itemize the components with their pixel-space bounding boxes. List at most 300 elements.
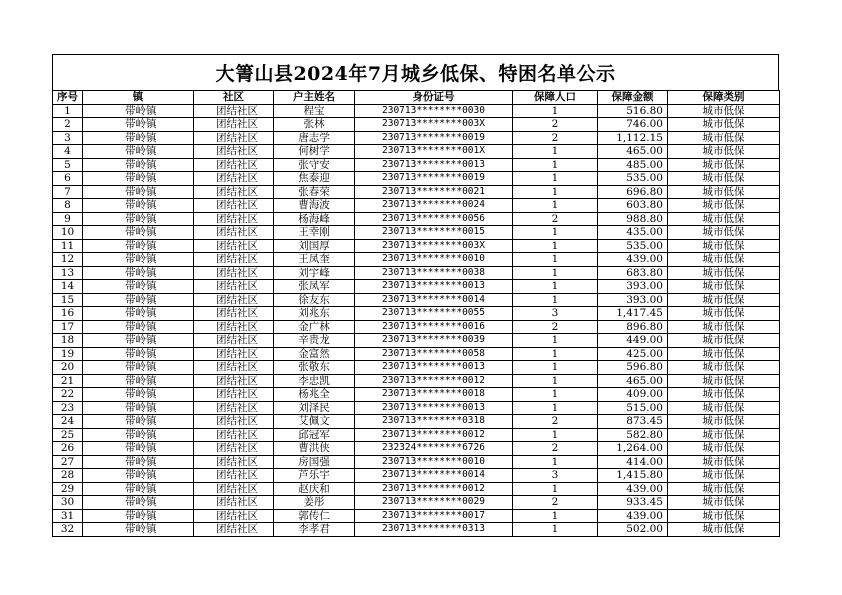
cell-amount: 435.00 bbox=[598, 226, 668, 240]
table-row bbox=[53, 104, 780, 118]
cell-people: 1 bbox=[513, 428, 598, 442]
table-row bbox=[53, 145, 780, 159]
cell-index: 10 bbox=[53, 226, 83, 240]
cell-id: 230713********0056 bbox=[355, 212, 513, 226]
cell-category: 城市低保 bbox=[668, 496, 780, 510]
cell-town: 带岭镇 bbox=[83, 523, 194, 537]
cell-name: 金广林 bbox=[274, 320, 355, 334]
cell-amount: 409.00 bbox=[598, 388, 668, 402]
cell-name: 邱冠军 bbox=[274, 428, 355, 442]
cell-name: 房国强 bbox=[274, 455, 355, 469]
table-row bbox=[53, 442, 780, 456]
cell-name: 辛贵龙 bbox=[274, 334, 355, 348]
cell-community: 团结社区 bbox=[194, 361, 274, 375]
cell-id: 230713********0014 bbox=[355, 293, 513, 307]
col-header-amount: 保障金额 bbox=[598, 91, 668, 105]
cell-community: 团结社区 bbox=[194, 266, 274, 280]
cell-community: 团结社区 bbox=[194, 428, 274, 442]
cell-index: 2 bbox=[53, 118, 83, 132]
cell-name: 刘泽民 bbox=[274, 401, 355, 415]
cell-community: 团结社区 bbox=[194, 374, 274, 388]
cell-id: 230713********0318 bbox=[355, 415, 513, 429]
table-row bbox=[53, 185, 780, 199]
cell-community: 团结社区 bbox=[194, 401, 274, 415]
cell-id: 230713********0029 bbox=[355, 496, 513, 510]
cell-amount: 393.00 bbox=[598, 280, 668, 294]
cell-community: 团结社区 bbox=[194, 239, 274, 253]
cell-name: 张守安 bbox=[274, 158, 355, 172]
cell-town: 带岭镇 bbox=[83, 104, 194, 118]
cell-amount: 582.80 bbox=[598, 428, 668, 442]
table-row bbox=[53, 347, 780, 361]
page-title: 大箐山县2024年7月城乡低保、特困名单公示 bbox=[215, 63, 616, 85]
cell-index: 29 bbox=[53, 482, 83, 496]
cell-people: 1 bbox=[513, 199, 598, 213]
cell-id: 230713********0021 bbox=[355, 185, 513, 199]
cell-town: 带岭镇 bbox=[83, 131, 194, 145]
cell-people: 2 bbox=[513, 212, 598, 226]
cell-amount: 393.00 bbox=[598, 293, 668, 307]
cell-name: 何树学 bbox=[274, 145, 355, 159]
cell-amount: 746.00 bbox=[598, 118, 668, 132]
cell-community: 团结社区 bbox=[194, 509, 274, 523]
cell-town: 带岭镇 bbox=[83, 239, 194, 253]
table-row bbox=[53, 388, 780, 402]
col-header-people: 保障人口 bbox=[513, 91, 598, 105]
cell-town: 带岭镇 bbox=[83, 185, 194, 199]
cell-name: 李忠凯 bbox=[274, 374, 355, 388]
cell-people: 1 bbox=[513, 374, 598, 388]
cell-community: 团结社区 bbox=[194, 199, 274, 213]
cell-people: 1 bbox=[513, 401, 598, 415]
cell-name: 徐友东 bbox=[274, 293, 355, 307]
cell-name: 李孝君 bbox=[274, 523, 355, 537]
cell-index: 11 bbox=[53, 239, 83, 253]
cell-id: 230713********0055 bbox=[355, 307, 513, 321]
cell-community: 团结社区 bbox=[194, 496, 274, 510]
table-row bbox=[53, 307, 780, 321]
cell-index: 1 bbox=[53, 104, 83, 118]
cell-amount: 439.00 bbox=[598, 482, 668, 496]
cell-town: 带岭镇 bbox=[83, 361, 194, 375]
cell-community: 团结社区 bbox=[194, 104, 274, 118]
cell-name: 杨兆全 bbox=[274, 388, 355, 402]
cell-amount: 696.80 bbox=[598, 185, 668, 199]
cell-town: 带岭镇 bbox=[83, 388, 194, 402]
cell-id: 230713********0017 bbox=[355, 509, 513, 523]
cell-category: 城市低保 bbox=[668, 266, 780, 280]
cell-id: 230713********0010 bbox=[355, 253, 513, 267]
cell-id: 230713********0058 bbox=[355, 347, 513, 361]
cell-people: 2 bbox=[513, 131, 598, 145]
cell-town: 带岭镇 bbox=[83, 509, 194, 523]
cell-name: 张春荣 bbox=[274, 185, 355, 199]
cell-community: 团结社区 bbox=[194, 212, 274, 226]
cell-category: 城市低保 bbox=[668, 334, 780, 348]
cell-amount: 1,264.00 bbox=[598, 442, 668, 456]
cell-category: 城市低保 bbox=[668, 415, 780, 429]
cell-people: 1 bbox=[513, 145, 598, 159]
cell-category: 城市低保 bbox=[668, 131, 780, 145]
cell-community: 团结社区 bbox=[194, 320, 274, 334]
cell-community: 团结社区 bbox=[194, 185, 274, 199]
cell-category: 城市低保 bbox=[668, 509, 780, 523]
cell-name: 唐志学 bbox=[274, 131, 355, 145]
cell-amount: 1,112.15 bbox=[598, 131, 668, 145]
cell-name: 焦泰迎 bbox=[274, 172, 355, 186]
table-row bbox=[53, 334, 780, 348]
cell-name: 杨海峰 bbox=[274, 212, 355, 226]
cell-town: 带岭镇 bbox=[83, 307, 194, 321]
cell-id: 230713********0019 bbox=[355, 131, 513, 145]
table-row bbox=[53, 172, 780, 186]
cell-people: 2 bbox=[513, 442, 598, 456]
cell-town: 带岭镇 bbox=[83, 212, 194, 226]
cell-name: 刘兆东 bbox=[274, 307, 355, 321]
cell-amount: 465.00 bbox=[598, 145, 668, 159]
table-row bbox=[53, 239, 780, 253]
table-row bbox=[53, 401, 780, 415]
cell-amount: 502.00 bbox=[598, 523, 668, 537]
cell-people: 1 bbox=[513, 185, 598, 199]
cell-index: 4 bbox=[53, 145, 83, 159]
cell-index: 8 bbox=[53, 199, 83, 213]
cell-category: 城市低保 bbox=[668, 280, 780, 294]
table-row bbox=[53, 523, 780, 537]
header-row bbox=[53, 91, 780, 105]
cell-category: 城市低保 bbox=[668, 185, 780, 199]
cell-people: 1 bbox=[513, 523, 598, 537]
cell-town: 带岭镇 bbox=[83, 158, 194, 172]
table-row bbox=[53, 280, 780, 294]
cell-id: 230713********0030 bbox=[355, 104, 513, 118]
cell-town: 带岭镇 bbox=[83, 415, 194, 429]
cell-name: 刘国厚 bbox=[274, 239, 355, 253]
cell-name: 张林 bbox=[274, 118, 355, 132]
cell-town: 带岭镇 bbox=[83, 334, 194, 348]
cell-community: 团结社区 bbox=[194, 347, 274, 361]
cell-index: 26 bbox=[53, 442, 83, 456]
table-row bbox=[53, 455, 780, 469]
cell-town: 带岭镇 bbox=[83, 293, 194, 307]
cell-amount: 439.00 bbox=[598, 509, 668, 523]
cell-amount: 596.80 bbox=[598, 361, 668, 375]
cell-community: 团结社区 bbox=[194, 523, 274, 537]
cell-category: 城市低保 bbox=[668, 226, 780, 240]
cell-people: 1 bbox=[513, 361, 598, 375]
col-header-community: 社区 bbox=[194, 91, 274, 105]
table-row bbox=[53, 293, 780, 307]
cell-town: 带岭镇 bbox=[83, 469, 194, 483]
cell-amount: 683.80 bbox=[598, 266, 668, 280]
cell-people: 1 bbox=[513, 347, 598, 361]
cell-community: 团结社区 bbox=[194, 226, 274, 240]
table-row bbox=[53, 320, 780, 334]
cell-id: 230713********003X bbox=[355, 239, 513, 253]
cell-index: 23 bbox=[53, 401, 83, 415]
cell-id: 230713********0038 bbox=[355, 266, 513, 280]
cell-community: 团结社区 bbox=[194, 280, 274, 294]
cell-name: 王凤奎 bbox=[274, 253, 355, 267]
cell-community: 团结社区 bbox=[194, 469, 274, 483]
cell-people: 1 bbox=[513, 172, 598, 186]
cell-people: 3 bbox=[513, 307, 598, 321]
cell-community: 团结社区 bbox=[194, 118, 274, 132]
col-header-category: 保障类别 bbox=[668, 91, 780, 105]
cell-people: 1 bbox=[513, 334, 598, 348]
cell-name: 金富然 bbox=[274, 347, 355, 361]
roster-table bbox=[52, 90, 780, 537]
cell-id: 230713********0014 bbox=[355, 469, 513, 483]
cell-index: 28 bbox=[53, 469, 83, 483]
table-row bbox=[53, 118, 780, 132]
cell-id: 230713********0018 bbox=[355, 388, 513, 402]
cell-id: 230713********0012 bbox=[355, 482, 513, 496]
cell-name: 赵庆和 bbox=[274, 482, 355, 496]
cell-name: 郭传仁 bbox=[274, 509, 355, 523]
cell-amount: 465.00 bbox=[598, 374, 668, 388]
cell-people: 1 bbox=[513, 509, 598, 523]
cell-town: 带岭镇 bbox=[83, 118, 194, 132]
cell-community: 团结社区 bbox=[194, 415, 274, 429]
cell-name: 艾佩文 bbox=[274, 415, 355, 429]
cell-town: 带岭镇 bbox=[83, 280, 194, 294]
cell-index: 6 bbox=[53, 172, 83, 186]
cell-category: 城市低保 bbox=[668, 455, 780, 469]
cell-index: 19 bbox=[53, 347, 83, 361]
cell-index: 31 bbox=[53, 509, 83, 523]
cell-name: 程宝 bbox=[274, 104, 355, 118]
cell-town: 带岭镇 bbox=[83, 455, 194, 469]
cell-people: 1 bbox=[513, 158, 598, 172]
cell-category: 城市低保 bbox=[668, 145, 780, 159]
cell-id: 230713********0015 bbox=[355, 226, 513, 240]
table-body bbox=[53, 104, 780, 536]
cell-people: 2 bbox=[513, 320, 598, 334]
cell-town: 带岭镇 bbox=[83, 226, 194, 240]
cell-people: 1 bbox=[513, 226, 598, 240]
cell-amount: 414.00 bbox=[598, 455, 668, 469]
cell-town: 带岭镇 bbox=[83, 199, 194, 213]
cell-id: 230713********0016 bbox=[355, 320, 513, 334]
cell-town: 带岭镇 bbox=[83, 172, 194, 186]
cell-town: 带岭镇 bbox=[83, 482, 194, 496]
cell-amount: 933.45 bbox=[598, 496, 668, 510]
cell-amount: 873.45 bbox=[598, 415, 668, 429]
cell-name: 张敬东 bbox=[274, 361, 355, 375]
table-row bbox=[53, 482, 780, 496]
cell-id: 230713********0012 bbox=[355, 374, 513, 388]
cell-name: 张凤军 bbox=[274, 280, 355, 294]
cell-index: 30 bbox=[53, 496, 83, 510]
cell-id: 230713********0013 bbox=[355, 361, 513, 375]
cell-people: 2 bbox=[513, 415, 598, 429]
cell-category: 城市低保 bbox=[668, 320, 780, 334]
table-row bbox=[53, 226, 780, 240]
cell-town: 带岭镇 bbox=[83, 428, 194, 442]
cell-category: 城市低保 bbox=[668, 307, 780, 321]
cell-people: 1 bbox=[513, 104, 598, 118]
cell-id: 230713********0012 bbox=[355, 428, 513, 442]
cell-index: 15 bbox=[53, 293, 83, 307]
cell-people: 1 bbox=[513, 455, 598, 469]
cell-index: 25 bbox=[53, 428, 83, 442]
cell-index: 5 bbox=[53, 158, 83, 172]
cell-town: 带岭镇 bbox=[83, 401, 194, 415]
cell-people: 3 bbox=[513, 469, 598, 483]
cell-id: 230713********0019 bbox=[355, 172, 513, 186]
cell-amount: 535.00 bbox=[598, 172, 668, 186]
cell-amount: 603.80 bbox=[598, 199, 668, 213]
table-row bbox=[53, 374, 780, 388]
cell-community: 团结社区 bbox=[194, 253, 274, 267]
col-header-index: 序号 bbox=[53, 91, 83, 105]
cell-category: 城市低保 bbox=[668, 118, 780, 132]
cell-index: 22 bbox=[53, 388, 83, 402]
table-row bbox=[53, 212, 780, 226]
cell-people: 1 bbox=[513, 482, 598, 496]
cell-id: 232324********6726 bbox=[355, 442, 513, 456]
cell-index: 20 bbox=[53, 361, 83, 375]
cell-name: 姜彤 bbox=[274, 496, 355, 510]
cell-community: 团结社区 bbox=[194, 158, 274, 172]
cell-id: 230713********0013 bbox=[355, 280, 513, 294]
cell-amount: 515.00 bbox=[598, 401, 668, 415]
cell-index: 17 bbox=[53, 320, 83, 334]
cell-community: 团结社区 bbox=[194, 442, 274, 456]
cell-amount: 988.80 bbox=[598, 212, 668, 226]
cell-people: 1 bbox=[513, 388, 598, 402]
cell-category: 城市低保 bbox=[668, 293, 780, 307]
cell-town: 带岭镇 bbox=[83, 266, 194, 280]
cell-name: 曹洪侠 bbox=[274, 442, 355, 456]
cell-index: 24 bbox=[53, 415, 83, 429]
cell-town: 带岭镇 bbox=[83, 347, 194, 361]
cell-index: 13 bbox=[53, 266, 83, 280]
cell-category: 城市低保 bbox=[668, 104, 780, 118]
table-row bbox=[53, 509, 780, 523]
cell-category: 城市低保 bbox=[668, 239, 780, 253]
cell-index: 9 bbox=[53, 212, 83, 226]
table-row bbox=[53, 266, 780, 280]
cell-category: 城市低保 bbox=[668, 361, 780, 375]
table-row bbox=[53, 496, 780, 510]
cell-id: 230713********0024 bbox=[355, 199, 513, 213]
cell-index: 21 bbox=[53, 374, 83, 388]
cell-amount: 425.00 bbox=[598, 347, 668, 361]
cell-amount: 1,417.45 bbox=[598, 307, 668, 321]
cell-amount: 449.00 bbox=[598, 334, 668, 348]
cell-id: 230713********0010 bbox=[355, 455, 513, 469]
cell-people: 1 bbox=[513, 239, 598, 253]
cell-id: 230713********0013 bbox=[355, 158, 513, 172]
cell-amount: 896.80 bbox=[598, 320, 668, 334]
cell-category: 城市低保 bbox=[668, 469, 780, 483]
cell-name: 刘宇峰 bbox=[274, 266, 355, 280]
cell-index: 16 bbox=[53, 307, 83, 321]
cell-category: 城市低保 bbox=[668, 482, 780, 496]
cell-community: 团结社区 bbox=[194, 131, 274, 145]
cell-amount: 485.00 bbox=[598, 158, 668, 172]
cell-people: 1 bbox=[513, 266, 598, 280]
cell-category: 城市低保 bbox=[668, 253, 780, 267]
cell-id: 230713********001X bbox=[355, 145, 513, 159]
cell-id: 230713********0039 bbox=[355, 334, 513, 348]
cell-name: 曹海波 bbox=[274, 199, 355, 213]
cell-name: 芦乐宇 bbox=[274, 469, 355, 483]
cell-community: 团结社区 bbox=[194, 172, 274, 186]
cell-community: 团结社区 bbox=[194, 388, 274, 402]
cell-people: 2 bbox=[513, 496, 598, 510]
cell-town: 带岭镇 bbox=[83, 145, 194, 159]
col-header-town: 镇 bbox=[83, 91, 194, 105]
table-row bbox=[53, 158, 780, 172]
cell-people: 1 bbox=[513, 293, 598, 307]
cell-town: 带岭镇 bbox=[83, 253, 194, 267]
cell-name: 王幸刚 bbox=[274, 226, 355, 240]
table-row bbox=[53, 428, 780, 442]
cell-category: 城市低保 bbox=[668, 388, 780, 402]
cell-index: 18 bbox=[53, 334, 83, 348]
table-row bbox=[53, 253, 780, 267]
col-header-id: 身份证号 bbox=[355, 91, 513, 105]
cell-community: 团结社区 bbox=[194, 293, 274, 307]
cell-id: 230713********003X bbox=[355, 118, 513, 132]
cell-category: 城市低保 bbox=[668, 523, 780, 537]
cell-category: 城市低保 bbox=[668, 199, 780, 213]
cell-index: 7 bbox=[53, 185, 83, 199]
cell-category: 城市低保 bbox=[668, 428, 780, 442]
cell-people: 2 bbox=[513, 118, 598, 132]
cell-amount: 535.00 bbox=[598, 239, 668, 253]
title-cell bbox=[52, 54, 779, 90]
cell-category: 城市低保 bbox=[668, 374, 780, 388]
cell-amount: 516.80 bbox=[598, 104, 668, 118]
cell-community: 团结社区 bbox=[194, 145, 274, 159]
col-header-name: 户主姓名 bbox=[274, 91, 355, 105]
cell-community: 团结社区 bbox=[194, 307, 274, 321]
cell-town: 带岭镇 bbox=[83, 374, 194, 388]
cell-index: 32 bbox=[53, 523, 83, 537]
cell-id: 230713********0313 bbox=[355, 523, 513, 537]
cell-people: 1 bbox=[513, 280, 598, 294]
cell-community: 团结社区 bbox=[194, 455, 274, 469]
cell-town: 带岭镇 bbox=[83, 320, 194, 334]
cell-id: 230713********0013 bbox=[355, 401, 513, 415]
cell-amount: 1,415.80 bbox=[598, 469, 668, 483]
table-row bbox=[53, 131, 780, 145]
cell-index: 27 bbox=[53, 455, 83, 469]
table-row bbox=[53, 469, 780, 483]
table-row bbox=[53, 361, 780, 375]
cell-category: 城市低保 bbox=[668, 347, 780, 361]
table-row bbox=[53, 415, 780, 429]
cell-index: 14 bbox=[53, 280, 83, 294]
cell-category: 城市低保 bbox=[668, 172, 780, 186]
cell-category: 城市低保 bbox=[668, 442, 780, 456]
cell-amount: 439.00 bbox=[598, 253, 668, 267]
cell-category: 城市低保 bbox=[668, 401, 780, 415]
cell-community: 团结社区 bbox=[194, 482, 274, 496]
cell-community: 团结社区 bbox=[194, 334, 274, 348]
cell-category: 城市低保 bbox=[668, 158, 780, 172]
cell-town: 带岭镇 bbox=[83, 442, 194, 456]
cell-town: 带岭镇 bbox=[83, 496, 194, 510]
table-row bbox=[53, 199, 780, 213]
cell-category: 城市低保 bbox=[668, 212, 780, 226]
cell-index: 3 bbox=[53, 131, 83, 145]
cell-index: 12 bbox=[53, 253, 83, 267]
